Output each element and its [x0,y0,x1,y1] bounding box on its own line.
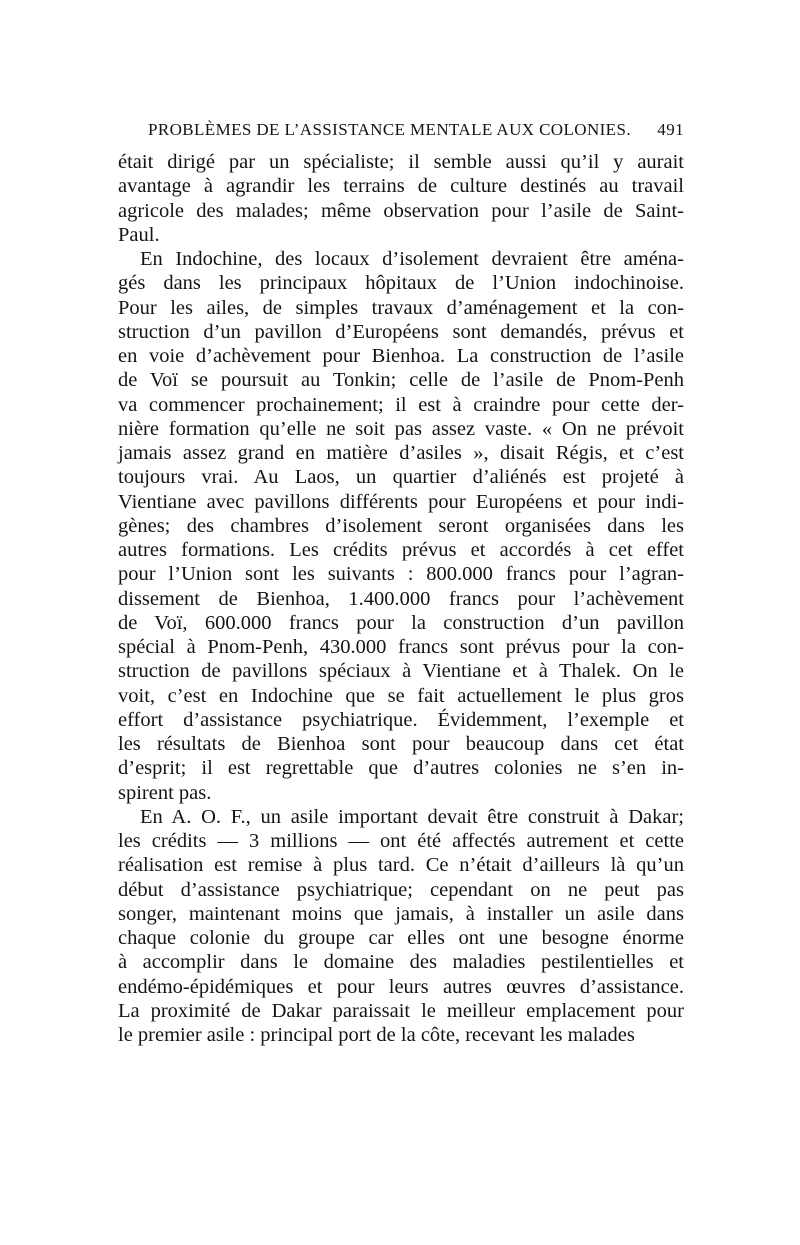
text-line: spirent pas. [118,781,212,804]
text-line: nière formation qu’elle ne soit pas assez vaste. « On ne prévoit [118,417,684,440]
text-line: effort d’assistance psychiatrique. Évidemment, l’exemple et [118,708,684,731]
running-head [118,120,684,144]
text-line: Paul. [118,223,160,246]
text-line: En A. O. F., un asile important devait être construit à Dakar; [140,805,684,828]
text-line: en voie d’achèvement pour Bienhoa. La construction de l’asile [118,345,684,367]
text-line: les crédits — 3 millions — ont été affectés autrement et cette [118,830,684,852]
paragraph [118,150,684,247]
text-line: toujours vrai. Au Laos, un quartier d’aliénés est projeté à [118,466,684,489]
text-line: dissement de Bienhoa, 1.400.000 francs pour l’achèvement [118,587,684,610]
text-line: début d’assistance psychiatrique; cependant on ne peut pas [118,878,684,901]
text-line: réalisation est remise à plus tard. Ce n’était d’ailleurs là qu’un [118,854,684,877]
paragraph [118,247,684,805]
text-line: spécial à Pnom-Penh, 430.000 francs sont prévus pour la con- [118,636,684,658]
text-line: En Indochine, des locaux d’isolement devraient être aména- [140,248,684,270]
text-line: voit, c’est en Indochine que se fait actuellement le plus gros [118,684,684,707]
text-line: endémo-épidémiques et pour leurs autres œuvres d’assistance. [118,975,684,998]
text-line: de Voï se poursuit au Tonkin; celle de l’asile de Pnom-Penh [118,369,684,392]
text-line: struction d’un pavillon d’Européens sont demandés, prévus et [118,320,684,343]
text-line: va commencer prochainement; il est à craindre pour cette der- [118,393,684,416]
text-line: Pour les ailes, de simples travaux d’aménagement et la con- [118,296,684,319]
text-line: Vientiane avec pavillons différents pour Européens et pour indi- [118,490,684,513]
text-line: d’esprit; il est regrettable que d’autres colonies ne s’en in- [118,757,684,780]
text-line: jamais assez grand en matière d’asiles », disait Régis, et c’est [118,442,684,464]
text-line: chaque colonie du groupe car elles ont une besogne énorme [118,927,684,949]
text-line: La proximité de Dakar paraissait le meilleur emplacement pour [118,999,684,1022]
text-line: songer, maintenant moins que jamais, à installer un asile dans [118,902,684,925]
text-line: pour l’Union sont les suivants : 800.000 francs pour l’agran- [118,563,684,586]
text-line: avantage à agrandir les terrains de culture destinés au travail [118,175,684,198]
text-line: gènes; des chambres d’isolement seront organisées dans les [118,514,684,537]
paragraph [118,805,684,1048]
running-title: PROBLÈMES DE L’ASSISTANCE MENTALE AUX COLONIES. [148,120,631,139]
text-line: le premier asile : principal port de la côte, recevant les malades [118,1024,635,1046]
page-number: 491 [657,120,684,139]
text-line: était dirigé par un spécialiste; il semble aussi qu’il y aurait [118,151,684,173]
text-line: les résultats de Bienhoa sont pour beaucoup dans cet état [118,733,684,755]
text-line: agricole des malades; même observation pour l’asile de Saint- [118,199,684,222]
text-line: gés dans les principaux hôpitaux de l’Union indochinoise. [118,272,684,295]
text-line: struction de pavillons spéciaux à Vientiane et à Thalek. On le [118,660,684,683]
text-line: à accomplir dans le domaine des maladies pestilentielles et [118,951,684,974]
text-line: autres formations. Les crédits prévus et accordés à cet effet [118,539,684,561]
text-line: de Voï, 600.000 francs pour la construction d’un pavillon [118,611,684,634]
body-text [118,150,684,1047]
